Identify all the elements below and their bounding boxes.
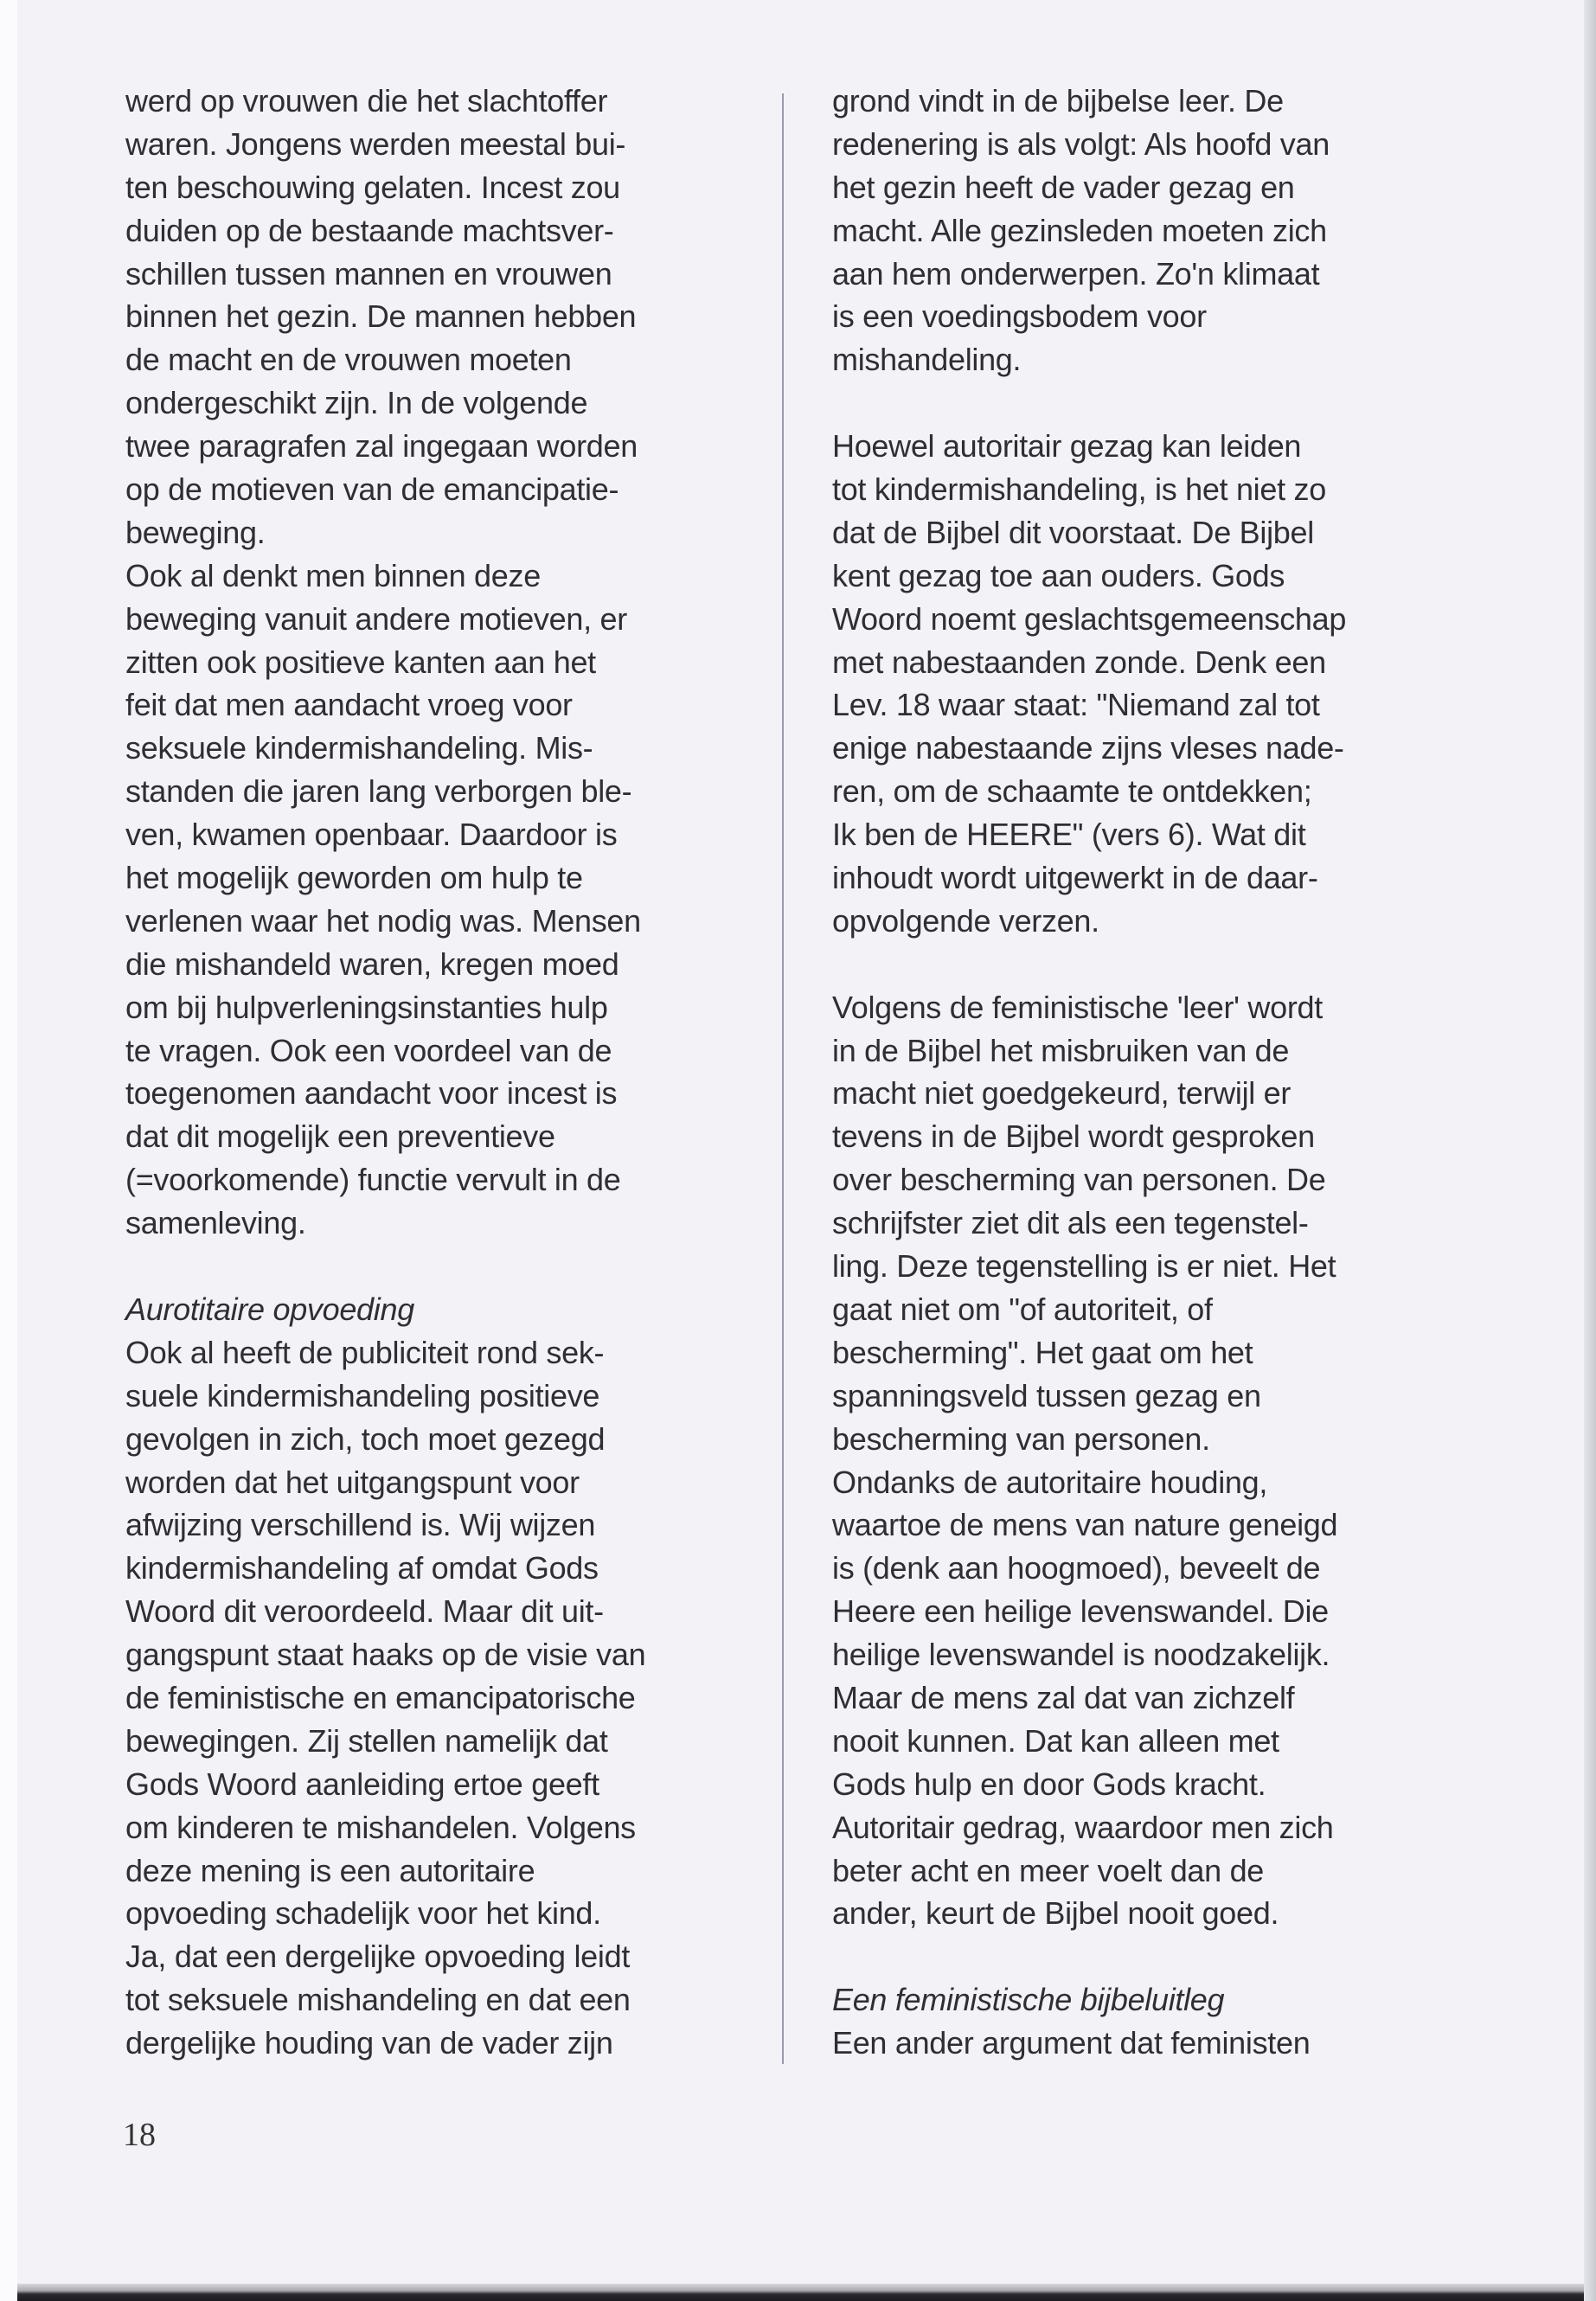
text-line: ondergeschikt zijn. In de volgende [125,385,588,421]
text-line: schrijfster ziet dit als een tegenstel- [832,1205,1309,1241]
text-line: Hoewel autoritair gezag kan leiden [832,428,1302,465]
blank-line [832,381,1455,425]
text-line: Ondanks de autoritaire houding, [832,1464,1268,1500]
text-line: om bij hulpverleningsinstanties hulp [125,989,608,1025]
text-line: nooit kunnen. Dat kan alleen met [832,1722,1279,1759]
page-edge-right [1584,0,1596,2301]
blank-line [125,1245,748,1288]
text-line: Gods Woord aanleiding ertoe geeft [125,1766,599,1802]
text-line: macht. Alle gezinsleden moeten zich [832,212,1327,248]
page-bottom-edge [17,2284,1584,2301]
text-line: Een ander argument dat feministen [832,2025,1311,2061]
text-line: Ja, dat een dergelijke opvoeding leidt [125,1939,631,1975]
text-line: deze mening is een autoritaire [125,1852,535,1888]
text-line: dergelijke houding van de vader zijn [125,2025,613,2061]
text-line: Ook al denkt men binnen deze [125,557,541,593]
text-line: te vragen. Ook een voordeel van de [125,1032,612,1068]
text-line: die mishandeld waren, kregen moed [125,945,619,982]
text-line: twee paragrafen zal ingegaan worden [125,428,638,465]
text-line: opvolgende verzen. [832,902,1099,939]
page-edge-left [0,0,17,2301]
text-line: Autoritair gedrag, waardoor men zich [832,1809,1334,1845]
text-line: over bescherming van personen. De [832,1162,1326,1198]
text-line: de feministische en emancipatorische [125,1679,636,1715]
text-line: Woord dit veroordeeld. Maar dit uit- [125,1593,604,1630]
text-line: bescherming". Het gaat om het [832,1334,1253,1370]
text-line: Heere een heilige levenswandel. Die [832,1593,1329,1630]
text-line: op de motieven van de emancipatie- [125,471,619,508]
text-line: worden dat het uitgangspunt voor [125,1464,580,1500]
text-line: de macht en de vrouwen moeten [125,342,572,378]
text-line: kindermishandeling af omdat Gods [125,1550,599,1586]
text-line: Maar de mens zal dat van zichzelf [832,1679,1295,1715]
text-line: duiden op de bestaande machtsver- [125,212,614,248]
text-line: met nabestaanden zonde. Denk een [832,644,1326,680]
text-line: samenleving. [125,1205,306,1241]
text-line: Ook al heeft de publiciteit rond sek- [125,1334,605,1370]
text-line: aan hem onderwerpen. Zo'n klimaat [832,255,1320,292]
text-line: werd op vrouwen die het slachtoffer [125,83,608,119]
right-text-column [832,80,1455,2065]
text-line: binnen het gezin. De mannen hebben [125,298,637,335]
text-line: is een voedingsbodem voor [832,298,1207,335]
text-line: het mogelijk geworden om hulp te [125,860,583,896]
section-heading: Aurotitaire opvoeding [125,1291,414,1327]
blank-line [832,1935,1455,1978]
text-line: ander, keurt de Bijbel nooit goed. [832,1895,1279,1932]
text-line: grond vindt in de bijbelse leer. De [832,83,1284,119]
text-line: beweging. [125,514,266,550]
text-line: toegenomen aandacht voor incest is [125,1075,618,1112]
left-text-column [125,80,748,2065]
text-line: spanningsveld tussen gezag en [832,1377,1261,1413]
blank-line [832,943,1455,986]
text-line: ling. Deze tegenstelling is er niet. Het [832,1248,1336,1285]
text-line: macht niet goedgekeurd, terwijl er [832,1075,1292,1112]
text-line: dat dit mogelijk een preventieve [125,1118,555,1155]
text-line: redenering is als volgt: Als hoofd van [832,125,1330,162]
text-line: (=voorkomende) functie vervult in de [125,1162,621,1198]
text-line: beter acht en meer voelt dan de [832,1852,1265,1888]
text-line: mishandeling. [832,342,1022,378]
text-line: Gods hulp en door Gods kracht. [832,1766,1266,1802]
text-line: enige nabestaande zijns vleses nade- [832,730,1344,766]
column-divider [782,93,784,2064]
text-line: zitten ook positieve kanten aan het [125,644,596,680]
text-line: bescherming van personen. [832,1420,1210,1457]
text-line: Ik ben de HEERE" (vers 6). Wat dit [832,817,1306,853]
text-line: ren, om de schaamte te ontdekken; [832,773,1312,810]
text-line: om kinderen te mishandelen. Volgens [125,1809,636,1845]
text-line: Woord noemt geslachtsgemeenschap [832,600,1347,637]
page-number: 18 [123,2117,156,2153]
text-line: verlenen waar het nodig was. Mensen [125,902,641,939]
text-line: bewegingen. Zij stellen namelijk dat [125,1722,608,1759]
text-line: inhoudt wordt uitgewerkt in de daar- [832,860,1318,896]
text-line: waren. Jongens werden meestal bui- [125,125,626,162]
text-line: gevolgen in zich, toch moet gezegd [125,1420,606,1457]
text-line: ten beschouwing gelaten. Incest zou [125,169,620,205]
text-line: tot seksuele mishandeling en dat een [125,1982,631,2018]
text-line: kent gezag toe aan ouders. Gods [832,557,1285,593]
text-line: tot kindermishandeling, is het niet zo [832,471,1326,508]
text-line: Volgens de feministische 'leer' wordt [832,989,1323,1025]
text-line: feit dat men aandacht vroeg voor [125,687,573,723]
text-line: dat de Bijbel dit voorstaat. De Bijbel [832,514,1314,550]
text-line: Lev. 18 waar staat: "Niemand zal tot [832,687,1320,723]
section-heading: Een feministische bijbeluitleg [832,1982,1225,2018]
text-line: heilige levenswandel is noodzakelijk. [832,1637,1330,1673]
text-line: seksuele kindermishandeling. Mis- [125,730,593,766]
text-line: in de Bijbel het misbruiken van de [832,1032,1290,1068]
text-line: is (denk aan hoogmoed), beveelt de [832,1550,1321,1586]
text-line: suele kindermishandeling positieve [125,1377,600,1413]
text-line: waartoe de mens van nature geneigd [832,1507,1338,1543]
text-line: het gezin heeft de vader gezag en [832,169,1295,205]
text-line: tevens in de Bijbel wordt gesproken [832,1118,1315,1155]
text-line: gaat niet om "of autoriteit, of [832,1291,1213,1327]
text-line: standen die jaren lang verborgen ble- [125,773,632,810]
text-line: opvoeding schadelijk voor het kind. [125,1895,601,1932]
text-line: gangspunt staat haaks op de visie van [125,1637,646,1673]
text-line: ven, kwamen openbaar. Daardoor is [125,817,618,853]
text-line: beweging vanuit andere motieven, er [125,600,627,637]
text-line: afwijzing verschillend is. Wij wijzen [125,1507,596,1543]
text-line: schillen tussen mannen en vrouwen [125,255,612,292]
